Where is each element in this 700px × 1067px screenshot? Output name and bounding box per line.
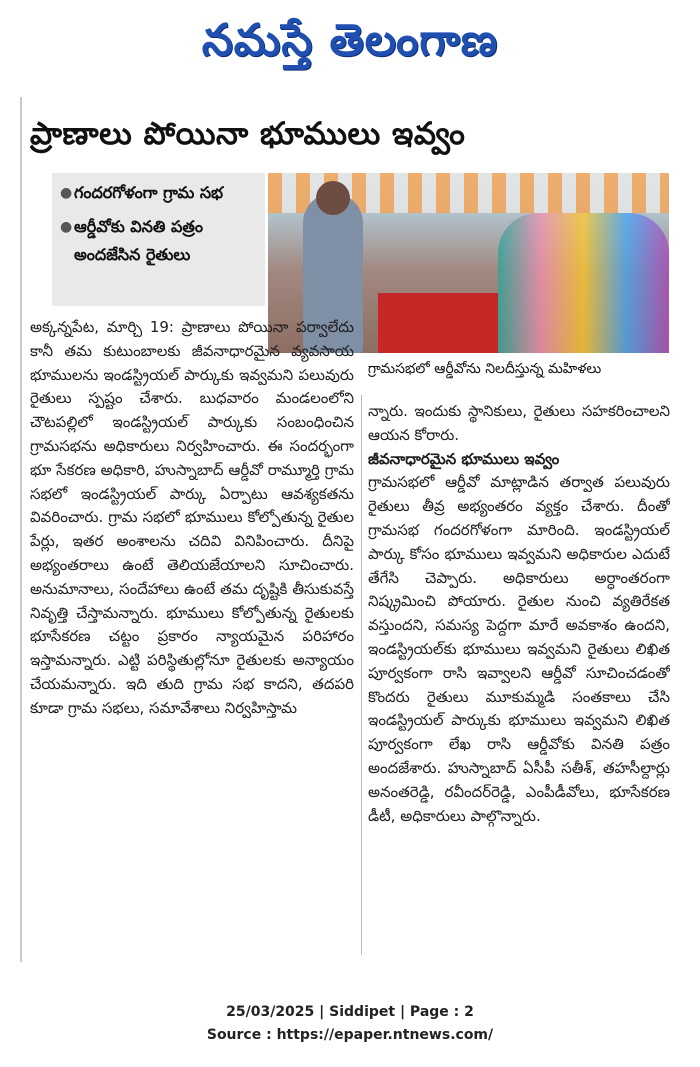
article-column-2 (368, 400, 670, 950)
photo-crowd-women (498, 213, 669, 353)
bullet-icon: ● (60, 185, 73, 201)
bullet-icon: ● (60, 219, 73, 235)
column-1-text: అక్కన్నపేట, మార్చి 19: ప్రాణాలు పోయినా పర్వాలేదు కానీ తమ కుటుంబాలకు జీవనాధారమైన వ్యవసాయ భూములను ఇండస్ట్రియల్ పార్కుకు ఇవ్వమని పలువురు రైతులు స్పష్టం చేశారు. బుధవారం మండలంలోని చౌటపల్లిలో ఇండస్ట్రియల్ పార్కుకు సంబంధించిన గ్రామసభను అధికారులు నిర్వహించారు. ఈ సందర్భంగా భూ సేకరణ అధికారి, హుస్నాబాద్ ఆర్డీవో రామ్మూర్తి గ్రామ సభలో ఇండస్ట్రియల్ పార్కు ఏర్పాటు ఆవశ్యకతను వివరించారు. గ్రామ సభలో భూములు కోల్పోతున్న రైతుల పేర్లు, ఇతర అంశాలను చదివి వినిపించారు. దీనిపై అభ్యంతరాలు ఉంటే తెలియజేయాలని సూచించారు. అనుమానాలు, సందేహాలు ఉంటే తమ దృష్టికి తీసుకువస్తే నివృత్తి చేస్తామన్నారు. భూములు కోల్పోతున్న రైతులకు భూసేకరణ చట్టం ప్రకారం న్యాయమైన పరిహారం ఇస్తామన్నారు. ఎట్టి పరిస్థితుల్లోనూ రైతులకు అన్యాయం చేయమన్నారు. ఇది తుది గ్రామ సభ కాదని, తదపరి కూడా గ్రామ సభలు, సమావేశాలు నిర్వహిస్తామ (30, 318, 354, 717)
column-2-body: గ్రామసభలో ఆర్డీవో మాట్లాడిన తర్వాత పలువురు రైతులు తీవ్ర అభ్యంతరం వ్యక్తం చేశారు. దీంతో గ్రామసభ గందరగోళంగా మారింది. ఇండస్ట్రియల్ పార్కు కోసం భూములు ఇవ్వమని అధికారుల ఎదుటే తేగేసి చెప్పారు. అధికారులు అర్ధాంతరంగా నిష్క్రమించి పోయారు. రైతుల నుంచి వ్యతిరేకత వస్తుందని, సమస్య పెద్దగా మారే అవకాశం ఉందని, ఇండస్ట్రియల్‌కు భూములు ఇవ్వమని రైతులు లిఖిత పూర్వకంగా రాసి ఇవ్వాలని ఆర్డీవో సూచించడంతో కొందరు రైతులు మూకుమ్మడి సంతకాలు చేసి ఇండస్ట్రియల్ పార్కుకు భూములు ఇవ్వమని లిఖిత పూర్వకంగా లేఖ రాసి ఆర్డీవోకు వినతి పత్రం అందజేశారు. హుస్నాబాద్ ఏసీపీ సతీశ్, తహసీల్దార్లు అనంతరెడ్డి, రవీందర్‌రెడ్డి, ఎంపీడీవోలు, భూసేకరణ డీటీ, అధికారులు పాల్గొన్నారు. (368, 473, 670, 825)
highlight-text: ఆర్డీవోకు వినతి పత్రం అందజేసిన రైతులు (74, 217, 203, 264)
highlight-text: గందరగోళంగా గ్రామ సభ (74, 183, 224, 202)
footer-source: Source : https://epaper.ntnews.com/ (206, 1027, 494, 1043)
article-subheading: జీవనాధారమైన భూములు ఇవ్వం (368, 449, 560, 468)
photo-head (316, 181, 350, 215)
highlights-box (52, 173, 265, 306)
photo-table (378, 293, 498, 353)
column-divider (361, 395, 362, 955)
photo-caption: గ్రామసభలో ఆర్డీవోను నిలదీస్తున్న మహిళలు (367, 361, 602, 377)
article-headline: ప్రాణాలు పోయినా భూములు ఇవ్వం (30, 116, 466, 152)
newspaper-masthead: నమస్తే తెలంగాణ (201, 15, 499, 66)
highlight-item (60, 213, 259, 269)
article-column-1 (30, 316, 354, 958)
footer-date-edition: 25/03/2025 | Siddipet | Page : 2 (226, 1004, 474, 1020)
column-2-intro: న్నారు. ఇందుకు స్థానికులు, రైతులు సహకరించాలని ఆయన కోరారు. (368, 402, 670, 444)
highlight-item (60, 179, 259, 207)
